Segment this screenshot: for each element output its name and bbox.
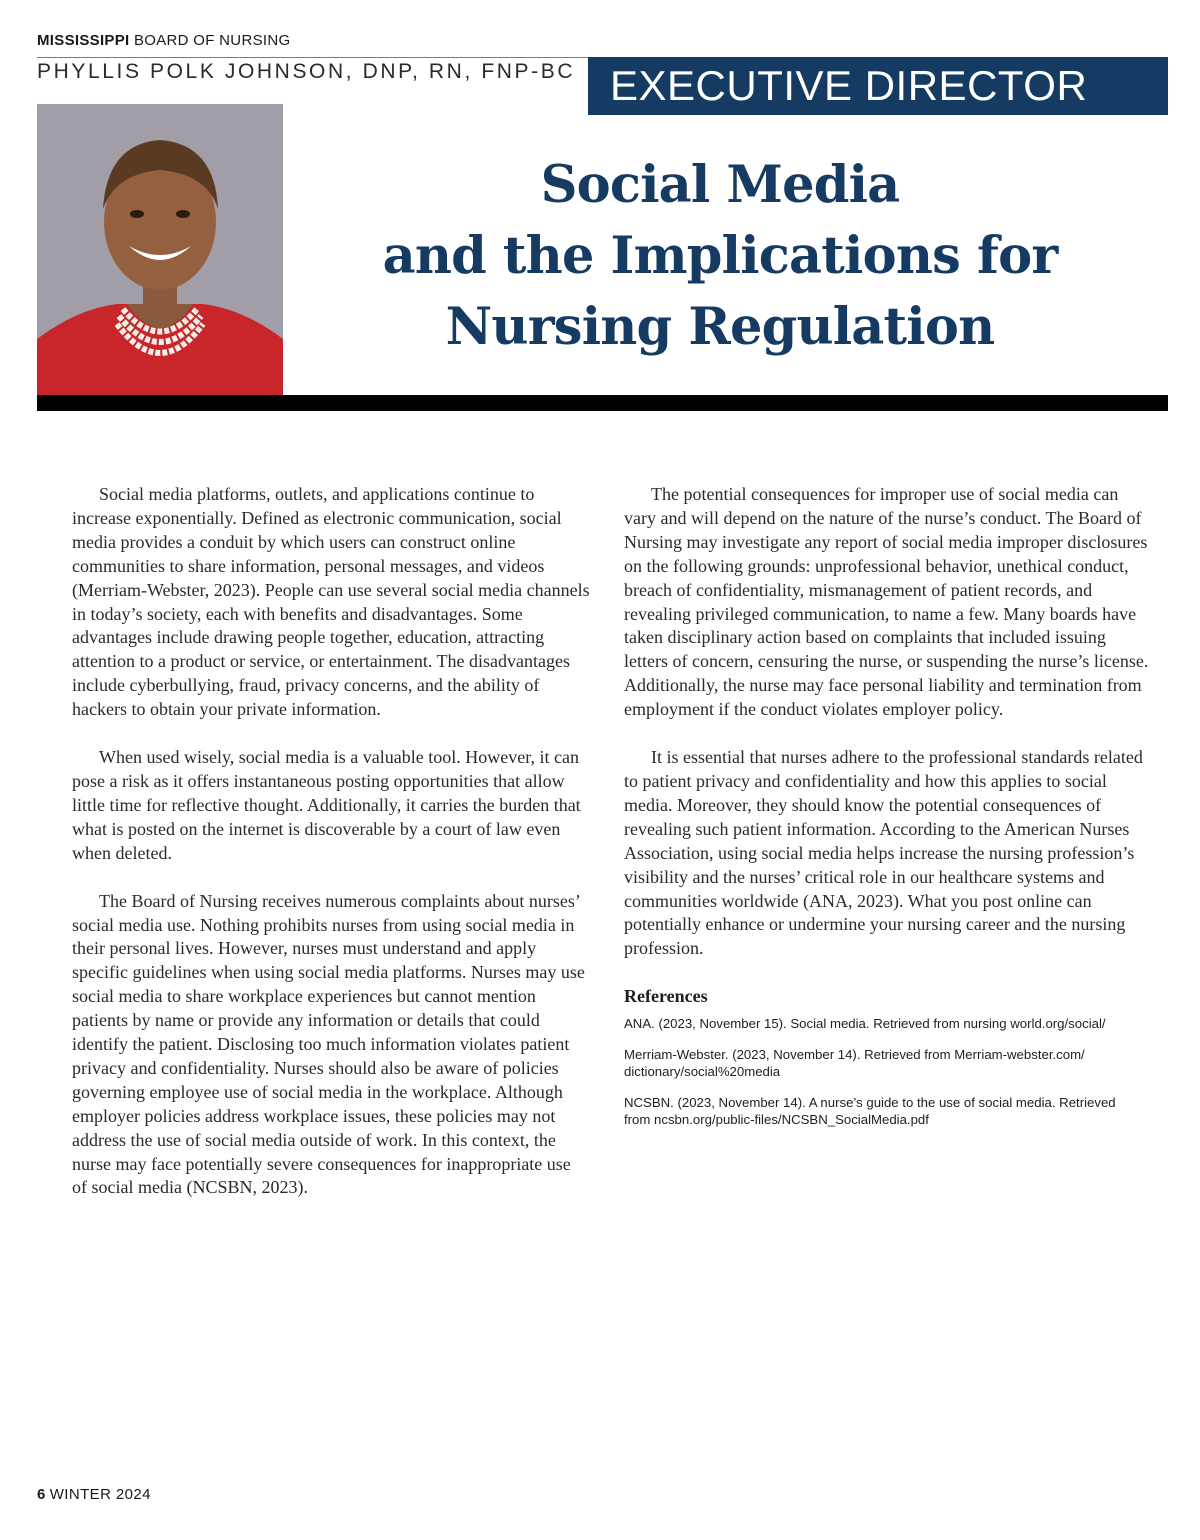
author-rule xyxy=(37,57,588,58)
publication-name xyxy=(37,32,290,49)
reference-item: NCSBN. (2023, November 14). A nurse’s guide to the use of social media. Retrieved from ncsbn.org/public-files/NCSBN_SocialMedia.pdf xyxy=(624,1095,1116,1128)
body-paragraph: The potential consequences for improper use of social media can vary and will depend on the nature of the nurse’s conduct. The Board of Nursing may investigate any report of social media improper disclosures on the following grounds: unprofessional behavior, unethical conduct, breach of confidentiality, mismanagement of patient records, and revealing privileged communication, to name a few. Many boards have taken disciplinary action based on complaints that included issuing letters of concern, censuring the nurse, or suspending the nurse’s license. Additionally, the nurse may face personal liability and termination from employment if the conduct violates employer policy. xyxy=(624,484,1149,720)
reference-item: ANA. (2023, November 15). Social media. Retrieved from nursing world.org/social/ xyxy=(624,1016,1106,1032)
reference-item: Merriam-Webster. (2023, November 14). Retrieved from Merriam-webster.com/ dictionary/social%20media xyxy=(624,1047,1085,1080)
portrait-illustration xyxy=(37,104,283,396)
header-divider xyxy=(37,395,1168,411)
publication-board: BOARD OF NURSING xyxy=(129,32,291,49)
title-line: and the Implications for xyxy=(382,226,1058,286)
article-title xyxy=(380,150,1060,363)
title-line: Nursing Regulation xyxy=(445,297,995,357)
body-paragraph: It is essential that nurses adhere to the professional standards related to patient privacy and confidentiality and how this applies to social media. Moreover, they should know the potential consequences of revealing such patient information. According to the American Nurses Association, using social media helps increase the nursing profession’s visibility and the nurses’ critical role in our healthcare systems and communities worldwide (ANA, 2023). What you post online can potentially enhance or undermine your nursing career and the nursing profession. xyxy=(624,747,1143,959)
page-number: 6 xyxy=(37,1486,46,1503)
body-paragraph: The Board of Nursing receives numerous complaints about nurses’ social media use. Nothing prohibits nurses from using social media in their personal lives. However, nurses must understand and apply specific guidelines when using social media platforms. Nurses may use social media to share workplace experiences but cannot mention patients by name or provide any information or details that could identify the patient. Disclosing too much information violates patient privacy and confidentiality. Nurses should also be aware of policies governing employee use of social media in the workplace. Although employer policies address workplace issues, these policies may not address the use of social media outside of work. In this context, the nurse may face potentially severe consequences for inappropriate use of social media (NCSBN, 2023). xyxy=(72,890,585,1198)
article-column-right xyxy=(624,483,1152,1142)
body-paragraph: When used wisely, social media is a valuable tool. However, it can pose a risk as it offers instantaneous posting opportunities that allow little time for reflective thought. Additionally, it carries the burden that what is posted on the internet is discoverable by a court of law even when deleted. xyxy=(72,747,581,863)
references-heading: References xyxy=(624,986,708,1007)
issue-label: WINTER 2024 xyxy=(49,1486,151,1503)
body-paragraph: Social media platforms, outlets, and applications continue to increase exponentially. Defined as electronic communication, social media provides a conduit by which users can construct online communities to share information, personal messages, and videos (Merriam-Webster, 2023). People can use several social media channels in today’s society, each with benefits and disadvantages. Some advantages include drawing people together, education, attracting attention to a product or service, or entertainment. The disadvantages include cyberbullying, fraud, privacy concerns, and the ability of hackers to obtain your private information. xyxy=(72,484,590,720)
page-footer xyxy=(37,1486,151,1503)
role-banner: EXECUTIVE DIRECTOR xyxy=(588,57,1168,115)
article-column-left xyxy=(72,483,590,1224)
author-name: PHYLLIS POLK JOHNSON, DNP, RN, FNP-BC xyxy=(37,60,576,83)
publication-state: MISSISSIPPI xyxy=(37,32,130,49)
author-photo xyxy=(37,104,283,396)
title-line: Social Media xyxy=(540,155,900,215)
